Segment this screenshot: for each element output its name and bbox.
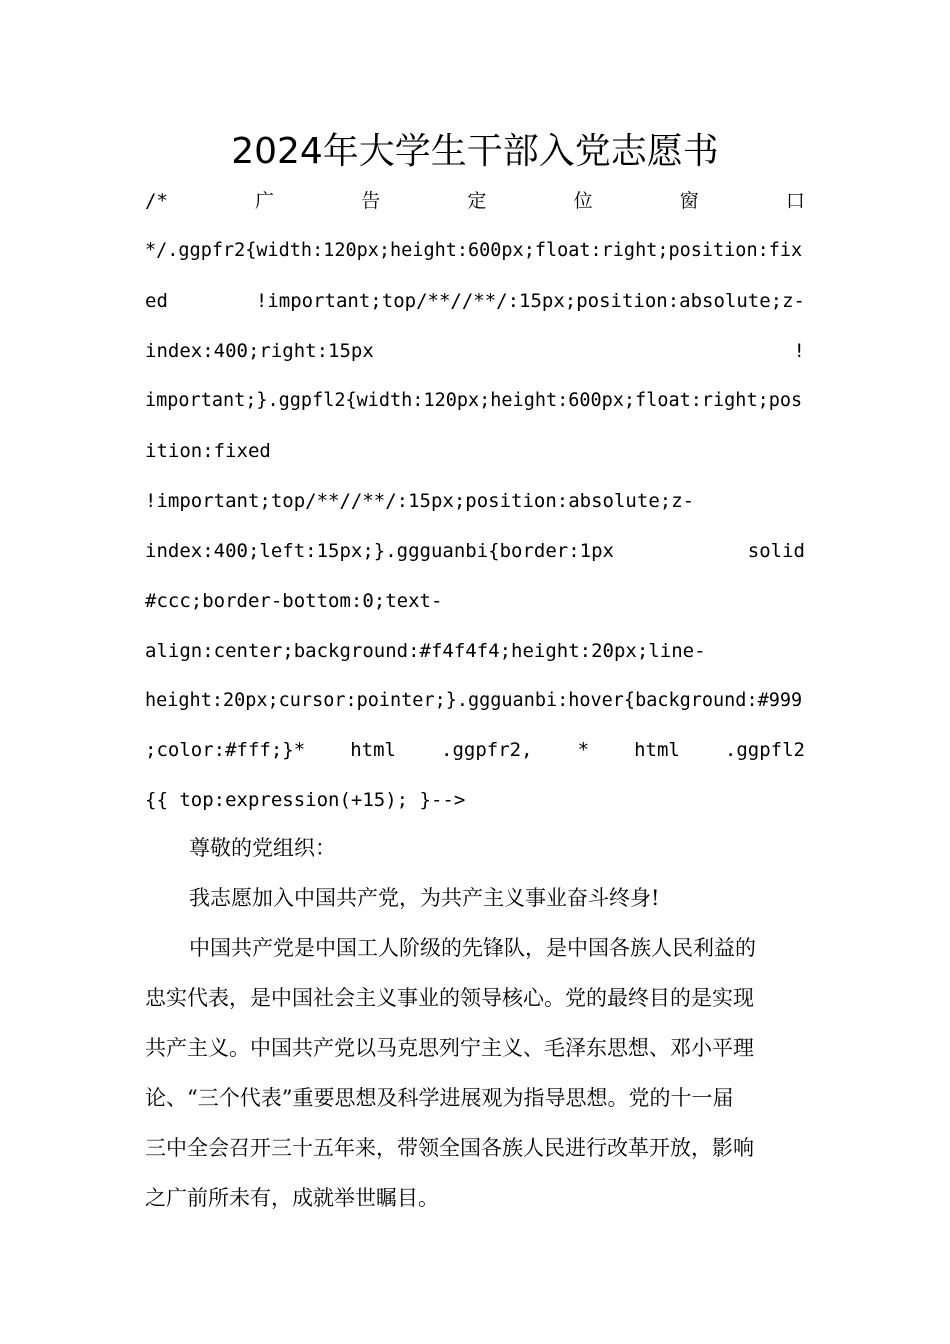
code-token: !important;top/**//**/:15px;position:absolute;z- (255, 290, 805, 312)
code-line-8 (145, 536, 805, 566)
code-line-3 (145, 286, 805, 316)
code-token: solid (747, 540, 805, 562)
code-token: 广 (255, 190, 275, 212)
code-token: ! (793, 340, 805, 362)
code-line-7: !important;top/**//**/:15px;position:absolute;z- (145, 490, 695, 512)
code-token: .ggpfl2 (724, 739, 805, 761)
code-token: 定 (467, 190, 487, 212)
paragraph-2-line-4: 论、“三个代表”重要思想及科学进展观为指导思想。党的十一届 (145, 1086, 734, 1110)
code-line-12 (145, 735, 805, 765)
code-token: 口 (785, 190, 805, 212)
code-token: html (634, 739, 680, 761)
code-token: html (350, 739, 396, 761)
code-token: * (577, 739, 590, 761)
paragraph-2-line-1: 中国共产党是中国工人阶级的先锋队，是中国各族人民利益的 (189, 936, 756, 960)
code-token: index:400;right:15px (145, 340, 374, 362)
code-line-1 (145, 186, 805, 216)
code-token: /* (145, 190, 168, 212)
code-token: ;color:#fff;}* (145, 739, 306, 761)
paragraph-2-line-5: 三中全会召开三十五年来，带领全国各族人民进行改革开放，影响 (145, 1136, 754, 1160)
code-token: ed (145, 290, 168, 312)
code-line-11: height:20px;cursor:pointer;}.ggguanbi:hover{background:#999 (145, 690, 803, 711)
code-line-4 (145, 336, 805, 366)
salutation: 尊敬的党组织： (189, 836, 336, 860)
code-line-5: important;}.ggpfl2{width:120px;height:600px;float:right;pos (145, 390, 803, 411)
code-line-9: #ccc;border-bottom:0;text- (145, 590, 443, 612)
code-token: 位 (573, 190, 593, 212)
code-token: index:400;left:15px;}.ggguanbi{border:1px (145, 540, 614, 562)
code-token: 窗 (679, 190, 699, 212)
paragraph-2-line-3: 共产主义。中国共产党以马克思列宁主义、毛泽东思想、邓小平理 (145, 1036, 754, 1060)
paragraph-2-line-2: 忠实代表，是中国社会主义事业的领导核心。党的最终目的是实现 (145, 986, 754, 1010)
code-line-10: align:center;background:#f4f4f4;height:20px;line- (145, 640, 706, 662)
document-title: 2024年大学生干部入党志愿书 (231, 131, 719, 172)
code-line-13: {{ top:expression(+15); }--> (145, 789, 466, 811)
code-line-6: ition:fixed (145, 440, 271, 462)
code-token: .ggpfr2, (441, 739, 533, 761)
paragraph-1: 我志愿加入中国共产党，为共产主义事业奋斗终身! (189, 886, 660, 910)
code-line-2: */.ggpfr2{width:120px;height:600px;float:right;position:fix (145, 240, 803, 261)
paragraph-2-line-6: 之广前所未有，成就举世瞩目。 (145, 1186, 439, 1210)
code-token: 告 (361, 190, 381, 212)
